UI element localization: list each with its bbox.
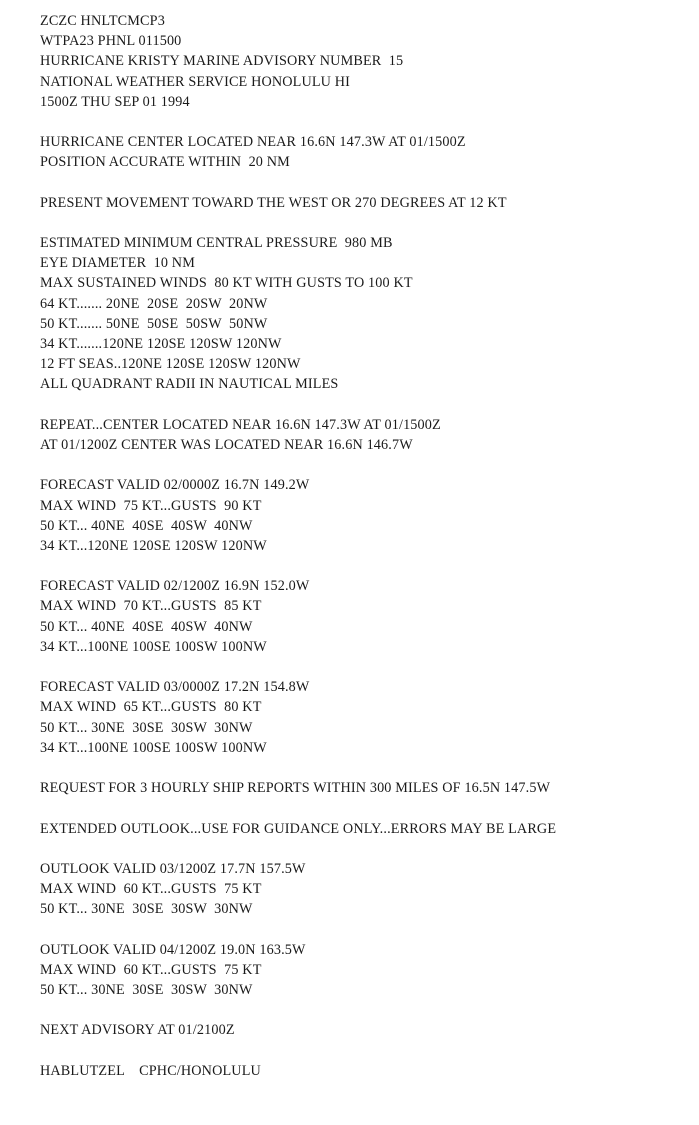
advisory-line: 34 KT...120NE 120SE 120SW 120NW (40, 537, 267, 554)
advisory-section (40, 859, 699, 920)
advisory-line: 64 KT....... 20NE 20SE 20SW 20NW (40, 295, 268, 312)
advisory-line: OUTLOOK VALID 03/1200Z 17.7N 157.5W (40, 860, 306, 877)
advisory-line: HURRICANE CENTER LOCATED NEAR 16.6N 147.3W AT 01/1500Z (40, 134, 466, 151)
advisory-line: POSITION ACCURATE WITHIN 20 NM (40, 154, 290, 171)
advisory-line: AT 01/1200Z CENTER WAS LOCATED NEAR 16.6N 146.7W (40, 436, 413, 453)
advisory-line: FORECAST VALID 02/1200Z 16.9N 152.0W (40, 578, 310, 595)
advisory-line: ESTIMATED MINIMUM CENTRAL PRESSURE 980 MB (40, 235, 393, 252)
advisory-line: 50 KT....... 50NE 50SE 50SW 50NW (40, 315, 268, 332)
advisory-section (40, 233, 699, 395)
advisory-line: 34 KT...100NE 100SE 100SW 100NW (40, 739, 267, 756)
advisory-line: MAX WIND 65 KT...GUSTS 80 KT (40, 699, 262, 716)
advisory-section (40, 677, 699, 758)
advisory-section (40, 940, 699, 1001)
advisory-line: EYE DIAMETER 10 NM (40, 255, 195, 272)
advisory-line: MAX WIND 60 KT...GUSTS 75 KT (40, 961, 262, 978)
advisory-line: MAX WIND 75 KT...GUSTS 90 KT (40, 497, 262, 514)
advisory-line: FORECAST VALID 03/0000Z 17.2N 154.8W (40, 679, 310, 696)
advisory-line: 50 KT... 30NE 30SE 30SW 30NW (40, 901, 253, 918)
advisory-section (40, 415, 699, 455)
advisory-line: HURRICANE KRISTY MARINE ADVISORY NUMBER 15 (40, 53, 404, 70)
advisory-line: ALL QUADRANT RADII IN NAUTICAL MILES (40, 376, 339, 393)
advisory-section (40, 778, 699, 798)
advisory-section (40, 193, 699, 213)
advisory-section (40, 1020, 699, 1040)
advisory-line: 34 KT.......120NE 120SE 120SW 120NW (40, 336, 282, 352)
advisory-line: WTPA23 PHNL 011500 (40, 33, 182, 50)
advisory-line: 50 KT... 30NE 30SE 30SW 30NW (40, 982, 253, 998)
advisory-line: PRESENT MOVEMENT TOWARD THE WEST OR 270 DEGREES AT 12 KT (40, 194, 507, 211)
advisory-line: REPEAT...CENTER LOCATED NEAR 16.6N 147.3W AT 01/1500Z (40, 416, 441, 433)
advisory-line: HABLUTZEL CPHC/HONOLULU (40, 1062, 261, 1079)
advisory-line: MAX SUSTAINED WINDS 80 KT WITH GUSTS TO 100 KT (40, 275, 413, 292)
advisory-section (40, 132, 699, 172)
advisory-line: ZCZC HNLTCMCP3 (40, 13, 165, 29)
advisory-line: 12 FT SEAS..120NE 120SE 120SW 120NW (40, 356, 301, 373)
marine-advisory-text (40, 11, 699, 1081)
advisory-line: 34 KT...100NE 100SE 100SW 100NW (40, 638, 267, 655)
advisory-section (40, 11, 699, 112)
advisory-line: 50 KT... 30NE 30SE 30SW 30NW (40, 719, 253, 736)
advisory-section (40, 475, 699, 556)
advisory-section (40, 576, 699, 657)
advisory-line: FORECAST VALID 02/0000Z 16.7N 149.2W (40, 477, 310, 494)
advisory-line: NEXT ADVISORY AT 01/2100Z (40, 1022, 235, 1039)
advisory-line: 1500Z THU SEP 01 1994 (40, 93, 190, 110)
advisory-line: MAX WIND 70 KT...GUSTS 85 KT (40, 598, 262, 615)
advisory-section (40, 819, 699, 839)
advisory-line: 50 KT... 40NE 40SE 40SW 40NW (40, 618, 253, 635)
advisory-line: 50 KT... 40NE 40SE 40SW 40NW (40, 517, 253, 534)
advisory-line: EXTENDED OUTLOOK...USE FOR GUIDANCE ONLY...ERRORS MAY BE LARGE (40, 820, 557, 837)
advisory-line: NATIONAL WEATHER SERVICE HONOLULU HI (40, 73, 351, 90)
advisory-line: OUTLOOK VALID 04/1200Z 19.0N 163.5W (40, 941, 306, 958)
advisory-section (40, 1061, 699, 1081)
advisory-line: MAX WIND 60 KT...GUSTS 75 KT (40, 881, 262, 898)
advisory-line: REQUEST FOR 3 HOURLY SHIP REPORTS WITHIN 300 MILES OF 16.5N 147.5W (40, 780, 551, 797)
